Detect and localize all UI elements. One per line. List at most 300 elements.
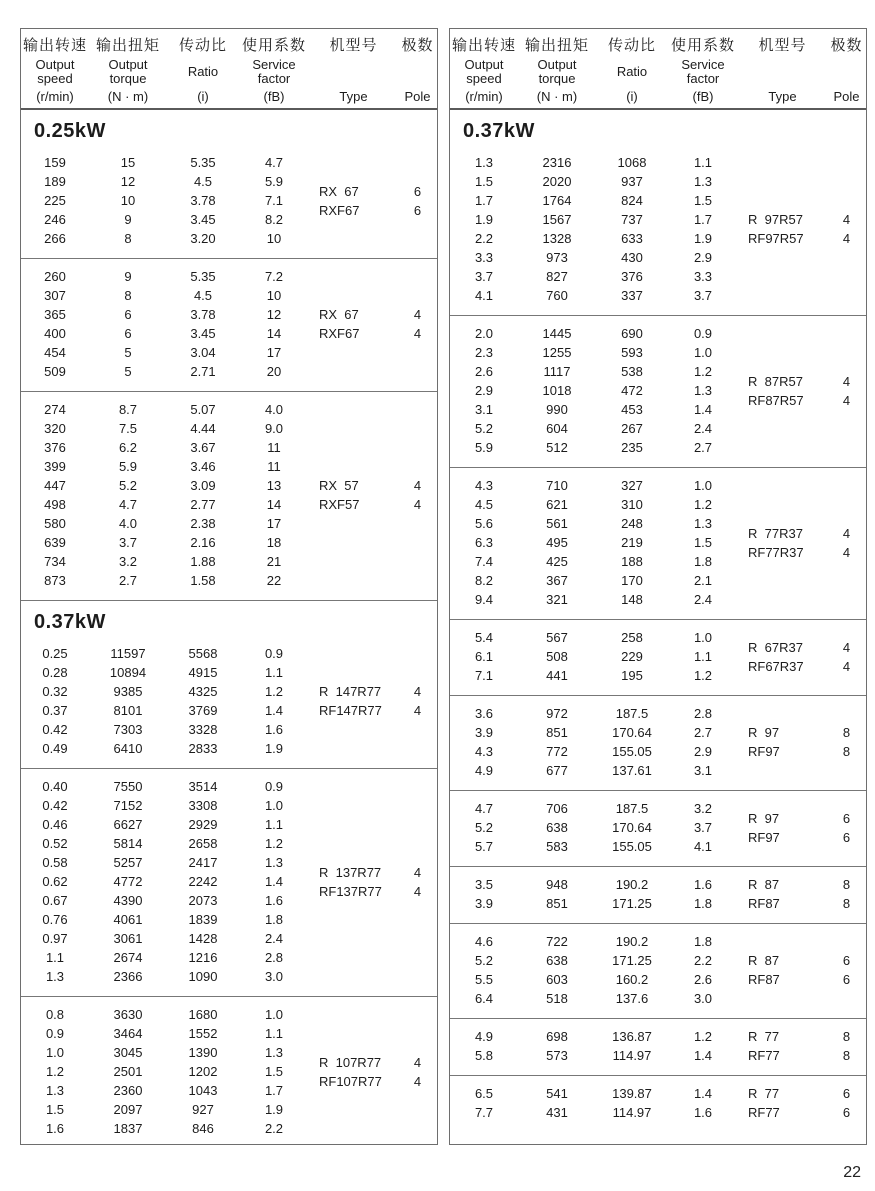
pole-value: 4 [413, 1054, 422, 1070]
header-col-output-torque [89, 34, 167, 104]
table-row [450, 191, 738, 210]
cell-ratio: 188 [621, 554, 643, 569]
cell-service-factor: 1.4 [264, 703, 284, 718]
cell-ratio: 3328 [188, 722, 218, 737]
table-row [450, 742, 738, 761]
cell-service-factor: 14 [266, 497, 282, 512]
cell-output-torque: 604 [546, 421, 568, 436]
header-col-output-torque [518, 34, 596, 104]
header-col-ratio [167, 34, 239, 104]
cell-output-speed: 4.9 [474, 1029, 494, 1044]
header-label-zh-output-torque: 输出扭矩 [524, 37, 589, 54]
cell-ratio: 690 [621, 326, 643, 341]
cell-ratio: 235 [621, 440, 643, 455]
table-row [21, 210, 309, 229]
pole-value: 4 [842, 544, 851, 560]
type-pole-cell [738, 704, 866, 780]
cell-output-torque: 3464 [113, 1026, 143, 1041]
table-row [21, 476, 309, 495]
table-row [450, 590, 738, 609]
cell-ratio: 824 [621, 193, 643, 208]
header-label-zh-type: 机型号 [329, 37, 378, 54]
cell-output-speed: 0.9 [45, 1026, 65, 1041]
type-value: RF147R77 [319, 703, 382, 718]
pole-value: 6 [842, 810, 851, 826]
cell-service-factor: 1.4 [264, 874, 284, 889]
cell-ratio: 2.77 [190, 497, 216, 512]
cell-service-factor: 2.9 [693, 744, 713, 759]
table-row [450, 533, 738, 552]
header-label-en-output-speed: Output speed [464, 57, 504, 86]
type-pole-cell [738, 932, 866, 1008]
gear-spec-block [21, 391, 437, 600]
cell-ratio: 155.05 [612, 744, 652, 759]
cell-ratio: 2658 [188, 836, 218, 851]
cell-output-torque: 6.2 [118, 440, 138, 455]
cell-output-speed: 307 [44, 288, 66, 303]
gear-spec-block [450, 467, 866, 619]
pole-value: 4 [842, 212, 851, 227]
type-value: RF87R57 [748, 392, 804, 408]
cell-ratio: 737 [621, 212, 643, 227]
cell-ratio: 3514 [188, 779, 218, 794]
header-col-output-speed [21, 34, 89, 104]
pole-value: 6 [842, 953, 851, 968]
cell-ratio: 927 [192, 1102, 214, 1117]
pole-value: 4 [413, 883, 422, 899]
table-row [21, 777, 309, 796]
type-pole-line [738, 1027, 866, 1046]
cell-output-speed: 5.2 [474, 820, 494, 835]
cell-output-speed: 5.4 [474, 630, 494, 645]
header-unit-service-factor: (fB) [692, 89, 714, 104]
cell-output-torque: 6 [124, 307, 132, 322]
cell-service-factor: 1.1 [264, 665, 284, 680]
gear-spec-block [450, 145, 866, 315]
cell-output-torque: 1764 [542, 193, 572, 208]
cell-output-torque: 4772 [113, 874, 143, 889]
header-label-en-service-factor: Service factor [681, 57, 725, 86]
cell-service-factor: 21 [266, 554, 282, 569]
type-pole-line [738, 894, 866, 913]
cell-output-torque: 8 [124, 231, 132, 246]
type-value: RXF57 [319, 497, 360, 512]
data-rows [21, 1005, 309, 1138]
pole-value: 4 [413, 307, 422, 322]
cell-service-factor: 2.2 [693, 953, 713, 968]
header-label-zh-output-speed: 输出转速 [451, 37, 516, 54]
cell-output-speed: 365 [44, 307, 66, 322]
cell-output-speed: 3.7 [474, 269, 494, 284]
cell-output-torque: 1837 [113, 1121, 143, 1136]
type-value: RF77R37 [748, 544, 804, 560]
cell-output-speed: 0.52 [42, 836, 68, 851]
data-rows [450, 324, 738, 457]
cell-service-factor: 22 [266, 573, 282, 588]
table-row [21, 571, 309, 590]
header-unit-output-torque: (N · m) [536, 89, 578, 104]
cell-ratio: 4.5 [193, 174, 213, 189]
cell-service-factor: 1.8 [693, 934, 713, 949]
data-rows [450, 875, 738, 913]
cell-output-speed: 580 [44, 516, 66, 531]
cell-ratio: 4.44 [190, 421, 216, 436]
cell-ratio: 195 [621, 668, 643, 683]
cell-service-factor: 3.0 [264, 969, 284, 984]
table-row [21, 419, 309, 438]
cell-output-torque: 4.0 [118, 516, 138, 531]
type-value: R 77R37 [748, 525, 803, 541]
cell-ratio: 2929 [188, 817, 218, 832]
table-row [21, 720, 309, 739]
cell-ratio: 137.61 [612, 763, 652, 778]
cell-output-speed: 5.2 [474, 421, 494, 436]
pole-value: 4 [413, 864, 422, 880]
header-label-zh-type: 机型号 [758, 37, 807, 54]
cell-ratio: 4.5 [193, 288, 213, 303]
cell-output-torque: 11597 [110, 646, 146, 661]
table-row [21, 872, 309, 891]
cell-output-speed: 4.3 [474, 478, 494, 493]
table-row [21, 267, 309, 286]
type-pole-line [738, 543, 866, 562]
type-pole-line [738, 638, 866, 657]
cell-ratio: 229 [621, 649, 643, 664]
table-row [450, 989, 738, 1008]
table-row [450, 571, 738, 590]
cell-service-factor: 1.7 [693, 212, 713, 227]
cell-service-factor: 1.6 [264, 722, 284, 737]
cell-ratio: 430 [621, 250, 643, 265]
table-row [450, 666, 738, 685]
header-unit-output-speed: (r/min) [36, 89, 74, 104]
data-rows [450, 932, 738, 1008]
cell-output-torque: 621 [546, 497, 568, 512]
cell-output-torque: 573 [546, 1048, 568, 1063]
pole-value: 4 [413, 326, 422, 341]
data-rows [450, 476, 738, 609]
pole-value: 4 [842, 392, 851, 408]
table-row [450, 818, 738, 837]
cell-ratio: 137.6 [615, 991, 649, 1006]
cell-service-factor: 1.8 [693, 896, 713, 911]
table-row [450, 1103, 738, 1122]
cell-service-factor: 2.4 [264, 931, 284, 946]
header-col-pole [827, 34, 866, 104]
cell-ratio: 1680 [188, 1007, 218, 1022]
cell-service-factor: 2.8 [693, 706, 713, 721]
type-pole-cell [738, 324, 866, 457]
cell-output-torque: 431 [546, 1105, 568, 1120]
table-row [450, 723, 738, 742]
cell-ratio: 4915 [188, 665, 218, 680]
gear-spec-block [450, 790, 866, 866]
pole-value: 6 [842, 1086, 851, 1101]
cell-output-speed: 498 [44, 497, 66, 512]
table-row [21, 305, 309, 324]
cell-output-speed: 509 [44, 364, 66, 379]
pole-value: 4 [842, 639, 851, 655]
header-col-pole [398, 34, 437, 104]
table-row [450, 343, 738, 362]
cell-output-speed: 1.3 [474, 155, 494, 170]
header-unit-output-speed: (r/min) [465, 89, 503, 104]
cell-output-speed: 1.9 [474, 212, 494, 227]
pole-value: 8 [842, 877, 851, 892]
cell-output-speed: 1.5 [45, 1102, 65, 1117]
cell-output-torque: 561 [546, 516, 568, 531]
cell-ratio: 3.46 [190, 459, 216, 474]
cell-ratio: 5.35 [190, 269, 216, 284]
cell-output-torque: 567 [546, 630, 568, 645]
cell-output-speed: 3.9 [474, 725, 494, 740]
cell-output-speed: 454 [44, 345, 66, 360]
cell-output-torque: 5.2 [118, 478, 138, 493]
cell-output-torque: 973 [546, 250, 568, 265]
table-row [450, 628, 738, 647]
pole-value: 4 [413, 703, 422, 718]
cell-output-speed: 399 [44, 459, 66, 474]
table-row [21, 682, 309, 701]
type-pole-cell [309, 1005, 437, 1138]
table-row [450, 267, 738, 286]
table-row [450, 932, 738, 951]
cell-output-torque: 3061 [113, 931, 143, 946]
cell-output-speed: 274 [44, 402, 66, 417]
cell-output-torque: 1018 [542, 383, 572, 398]
type-pole-cell [738, 476, 866, 609]
type-pole-line [738, 229, 866, 248]
type-pole-cell [309, 400, 437, 590]
cell-ratio: 593 [621, 345, 643, 360]
cell-output-speed: 159 [44, 155, 66, 170]
cell-output-torque: 2360 [113, 1083, 143, 1098]
type-pole-line [738, 391, 866, 410]
cell-output-torque: 12 [120, 174, 136, 189]
cell-service-factor: 1.0 [693, 345, 713, 360]
table-row [450, 704, 738, 723]
cell-output-speed: 8.2 [474, 573, 494, 588]
type-pole-cell [309, 644, 437, 758]
cell-service-factor: 1.1 [693, 155, 713, 170]
cell-service-factor: 4.7 [264, 155, 284, 170]
table-row [21, 739, 309, 758]
cell-output-speed: 3.5 [474, 877, 494, 892]
table-row [21, 663, 309, 682]
cell-ratio: 2.71 [190, 364, 216, 379]
cell-output-speed: 7.1 [474, 668, 494, 683]
cell-output-torque: 583 [546, 839, 568, 854]
cell-output-speed: 5.6 [474, 516, 494, 531]
cell-output-torque: 706 [546, 801, 568, 816]
power-rating-title: 0.25kW [34, 120, 106, 142]
table-row [450, 153, 738, 172]
cell-service-factor: 0.9 [693, 326, 713, 341]
type-pole-line [738, 951, 866, 970]
type-pole-line [738, 1103, 866, 1122]
cell-output-torque: 851 [546, 896, 568, 911]
cell-output-torque: 7550 [113, 779, 143, 794]
table-body-right [450, 110, 866, 1132]
table-row [21, 644, 309, 663]
table-row [450, 495, 738, 514]
cell-service-factor: 2.4 [693, 421, 713, 436]
cell-service-factor: 11 [267, 440, 281, 455]
cell-output-speed: 0.37 [42, 703, 68, 718]
header-label-en-type: Type [768, 89, 797, 104]
type-pole-line [309, 476, 437, 495]
cell-output-speed: 4.6 [474, 934, 494, 949]
cell-output-torque: 9385 [113, 684, 143, 699]
cell-output-torque: 638 [546, 953, 568, 968]
type-pole-line [309, 324, 437, 343]
cell-output-speed: 6.3 [474, 535, 494, 550]
type-pole-cell [738, 628, 866, 685]
type-pole-line [309, 863, 437, 882]
cell-ratio: 114.97 [612, 1105, 652, 1120]
cell-output-torque: 6627 [113, 817, 143, 832]
cell-service-factor: 2.9 [693, 250, 713, 265]
pole-value: 8 [842, 1029, 851, 1044]
cell-output-speed: 0.46 [42, 817, 68, 832]
cell-output-speed: 1.0 [45, 1045, 65, 1060]
type-pole-line [738, 210, 866, 229]
cell-ratio: 376 [621, 269, 643, 284]
table-row [450, 362, 738, 381]
cell-output-speed: 2.3 [474, 345, 494, 360]
header-label-en-output-torque: Output torque [537, 57, 577, 86]
cell-service-factor: 8.2 [264, 212, 284, 227]
cell-service-factor: 1.0 [693, 630, 713, 645]
type-value: RF67R37 [748, 658, 804, 674]
cell-service-factor: 3.2 [693, 801, 713, 816]
cell-ratio: 139.87 [612, 1086, 652, 1101]
type-pole-line [309, 305, 437, 324]
cell-service-factor: 4.1 [693, 839, 713, 854]
cell-service-factor: 3.1 [693, 763, 713, 778]
type-pole-line [309, 495, 437, 514]
type-value: R 77 [748, 1086, 780, 1101]
type-pole-line [309, 201, 437, 220]
cell-output-torque: 2366 [113, 969, 143, 984]
table-row [21, 1062, 309, 1081]
cell-output-torque: 2501 [113, 1064, 143, 1079]
cell-output-speed: 260 [44, 269, 66, 284]
page-number: 22 [843, 1164, 861, 1181]
cell-ratio: 327 [621, 478, 643, 493]
cell-service-factor: 17 [266, 345, 282, 360]
type-value: RX 67 [319, 183, 359, 199]
cell-ratio: 1043 [188, 1083, 218, 1098]
cell-ratio: 171.25 [612, 896, 652, 911]
cell-output-torque: 2316 [542, 155, 572, 170]
cell-output-speed: 0.42 [42, 722, 68, 737]
cell-output-torque: 10894 [109, 665, 147, 680]
cell-service-factor: 1.0 [693, 478, 713, 493]
cell-service-factor: 2.7 [693, 440, 713, 455]
type-value: R 77 [748, 1029, 780, 1044]
pole-value: 8 [842, 896, 851, 911]
cell-service-factor: 1.5 [693, 535, 713, 550]
table-row [450, 172, 738, 191]
cell-output-speed: 0.62 [42, 874, 68, 889]
cell-ratio: 472 [621, 383, 643, 398]
cell-service-factor: 1.0 [264, 1007, 284, 1022]
cell-ratio: 1552 [188, 1026, 218, 1041]
cell-ratio: 136.87 [612, 1029, 652, 1044]
header-col-service-factor [239, 34, 309, 104]
cell-ratio: 187.5 [615, 706, 649, 721]
cell-service-factor: 3.7 [693, 820, 713, 835]
type-pole-line [738, 657, 866, 676]
table-row [450, 286, 738, 305]
header-label-zh-service-factor: 使用系数 [670, 37, 735, 54]
cell-output-speed: 1.7 [474, 193, 494, 208]
cell-output-speed: 2.0 [474, 326, 494, 341]
cell-output-speed: 4.7 [474, 801, 494, 816]
table-row [450, 381, 738, 400]
table-row [450, 970, 738, 989]
cell-output-speed: 0.97 [42, 931, 68, 946]
table-row [450, 400, 738, 419]
cell-service-factor: 12 [266, 307, 282, 322]
type-value: RF87 [748, 896, 780, 911]
cell-ratio: 3.78 [190, 307, 216, 322]
header-unit-ratio: (i) [197, 89, 209, 104]
cell-output-speed: 734 [44, 554, 66, 569]
type-pole-line [738, 1046, 866, 1065]
cell-ratio: 937 [621, 174, 643, 189]
cell-ratio: 453 [621, 402, 643, 417]
type-pole-line [309, 682, 437, 701]
cell-output-torque: 10 [120, 193, 136, 208]
table-row [21, 552, 309, 571]
cell-output-torque: 5 [124, 345, 132, 360]
gear-spec-block [450, 695, 866, 790]
cell-output-speed: 2.6 [474, 364, 494, 379]
table-row [450, 837, 738, 856]
cell-output-torque: 518 [546, 991, 568, 1006]
gear-spec-block [450, 1075, 866, 1132]
spec-table-right [449, 28, 867, 1145]
power-section [21, 600, 437, 1145]
cell-ratio: 2417 [188, 855, 218, 870]
cell-output-speed: 4.1 [474, 288, 494, 303]
cell-output-speed: 0.49 [42, 741, 68, 756]
type-pole-line [738, 742, 866, 761]
cell-output-speed: 266 [44, 231, 66, 246]
cell-output-speed: 5.9 [474, 440, 494, 455]
pole-value: 4 [413, 478, 422, 493]
cell-output-speed: 2.9 [474, 383, 494, 398]
cell-output-torque: 2097 [113, 1102, 143, 1117]
cell-output-torque: 541 [546, 1086, 568, 1101]
cell-output-speed: 6.5 [474, 1086, 494, 1101]
cell-output-torque: 948 [546, 877, 568, 892]
cell-ratio: 148 [621, 592, 643, 607]
cell-output-torque: 15 [120, 155, 136, 170]
pole-value: 6 [842, 829, 851, 845]
cell-output-speed: 447 [44, 478, 66, 493]
table-row [21, 324, 309, 343]
data-rows [450, 628, 738, 685]
cell-ratio: 3.45 [190, 326, 216, 341]
table-row [21, 891, 309, 910]
cell-ratio: 1.58 [190, 573, 216, 588]
type-value: RF77 [748, 1048, 780, 1063]
cell-output-torque: 512 [546, 440, 568, 455]
type-pole-line [738, 1084, 866, 1103]
